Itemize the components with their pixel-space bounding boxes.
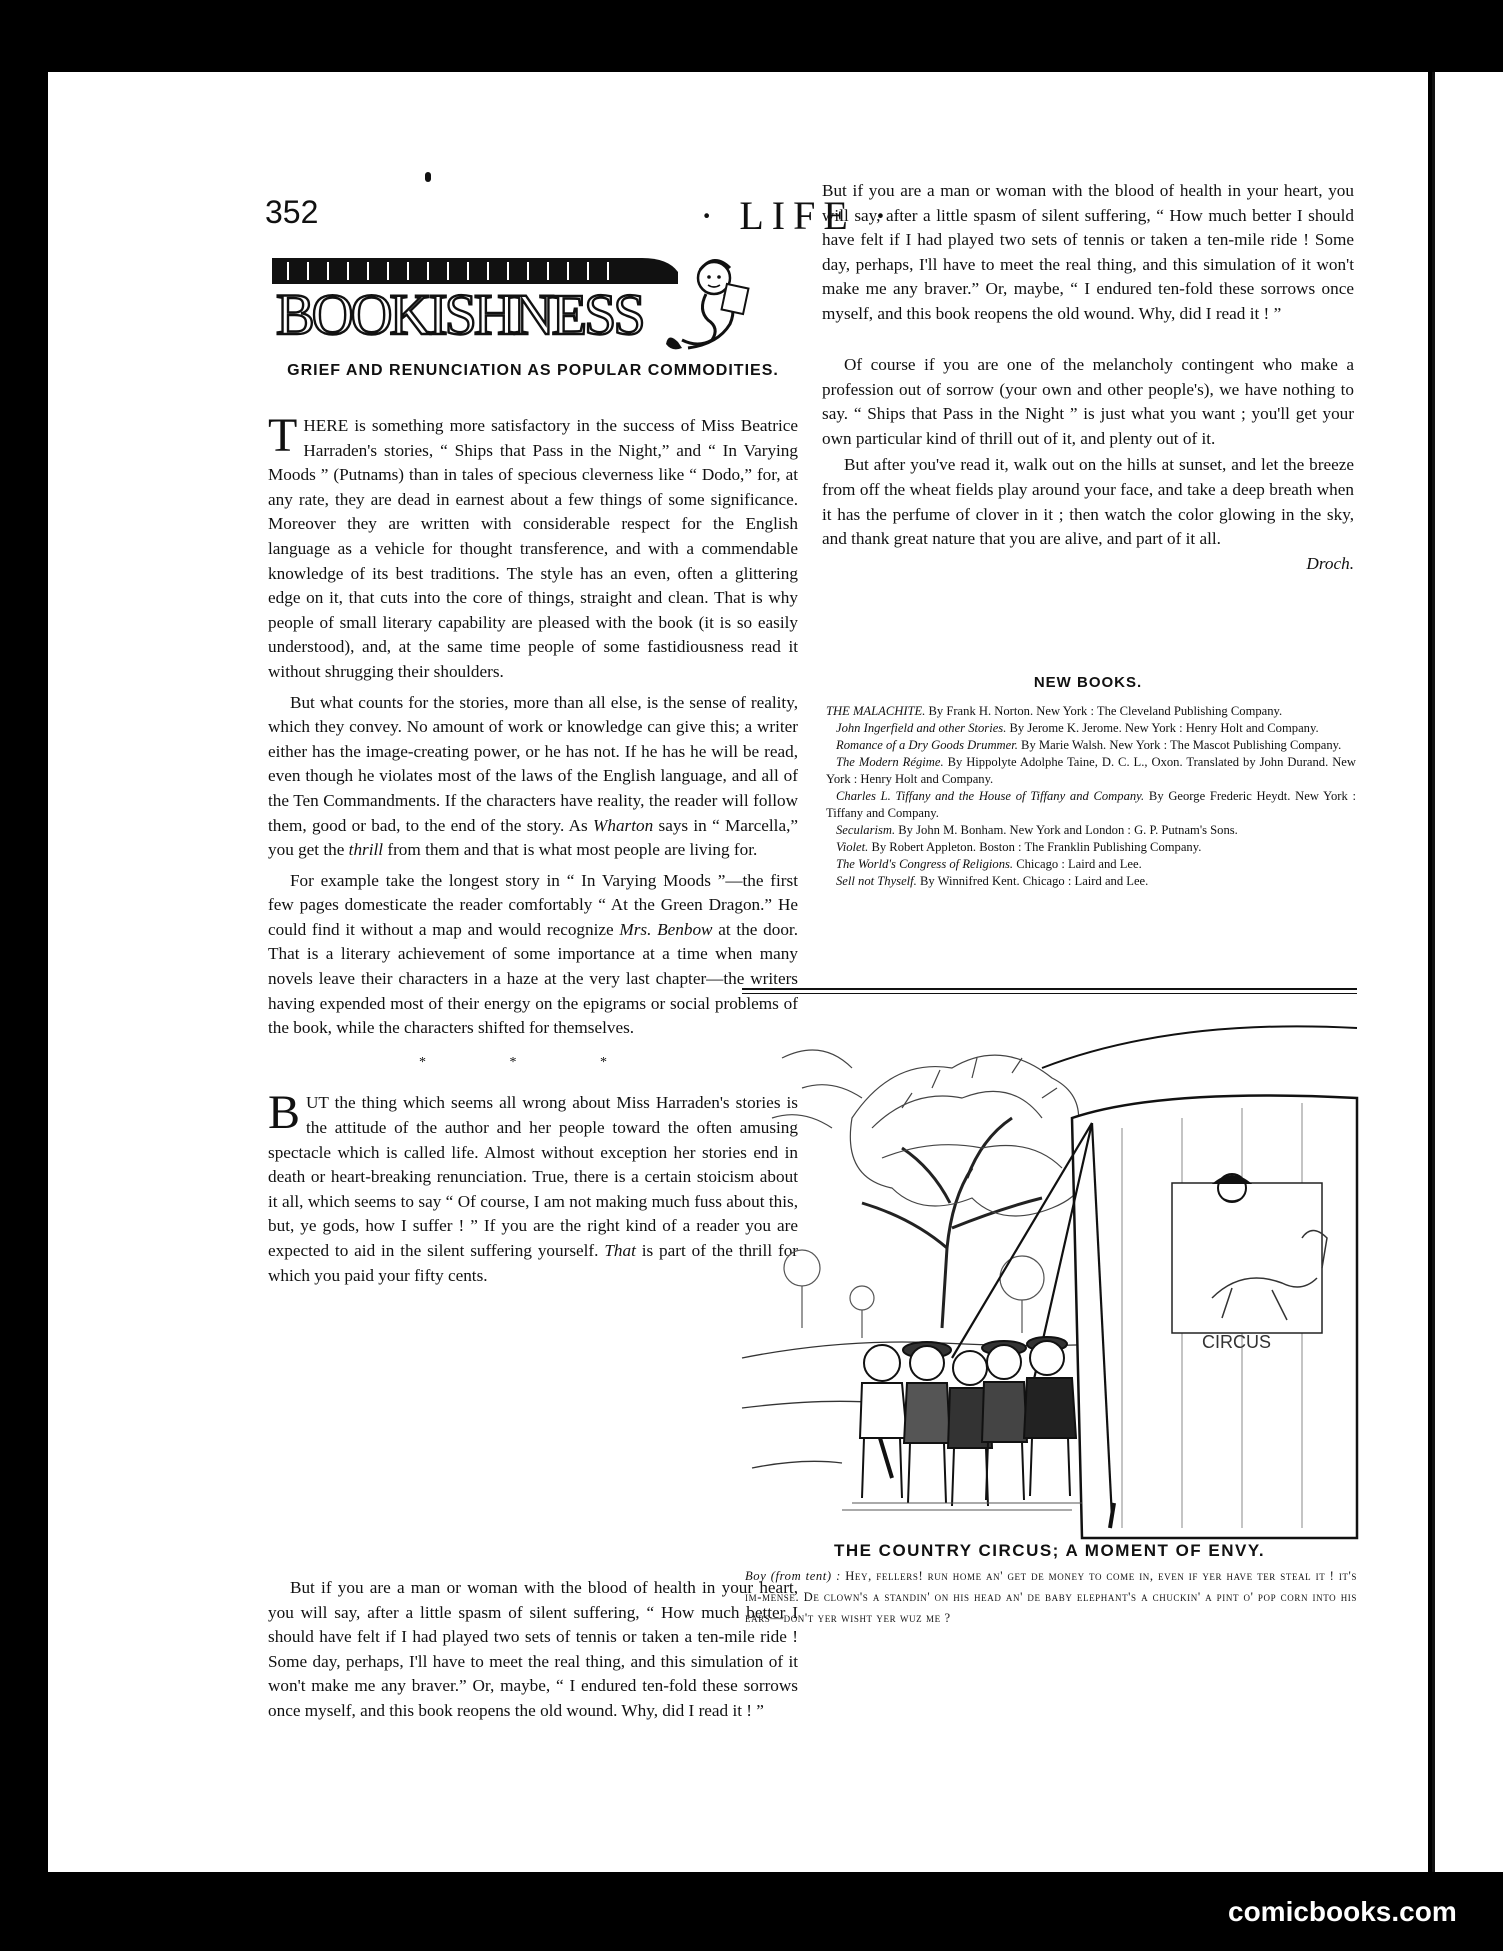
new-books-title: NEW BOOKS.: [1033, 674, 1143, 691]
book-title: Romance of a Dry Goods Drummer.: [836, 738, 1018, 753]
paragraph-3-text-b: at the door. That is a literary achievement of some importance at a time when many novels leave their characters in a haze at the very last chapter—the writers having expended most of their energy on the epigrams or social problems of the book, while the characters shifted for themselves.: [268, 919, 798, 1038]
book-title: Secularism.: [836, 822, 896, 837]
cartoon-dialogue: [745, 1566, 1357, 1629]
divider-rule-thin: [742, 993, 1357, 994]
book-title: Charles L. Tiffany and the House of Tiffany and Company.: [836, 788, 1145, 803]
book-details: Chicago : Laird and Lee.: [1016, 856, 1142, 871]
cartoon-caption: THE COUNTRY CIRCUS; A MOMENT OF ENVY.: [833, 1541, 1266, 1560]
paragraph-6: Of course if you are one of the melancholy contingent who make a profession out of sorrow (your own and other people's), we have nothing to say. “ Ships that Pass in the Night ” is just what you want ; you'll get your own particular kind of thrill out of it, and plenty out of it.: [822, 355, 1354, 448]
masthead: · LIFE ·: [700, 193, 896, 238]
book-item: [826, 839, 1356, 856]
section-stars: * * *: [419, 1054, 647, 1070]
book-details: By Winnifred Kent. Chicago : Laird and Lee.: [919, 873, 1149, 888]
right-column: [822, 181, 1354, 576]
book-item: [826, 703, 1356, 720]
next-page-edge: [1432, 72, 1503, 1872]
paragraph-5-continued-text: But if you are a man or woman with the blood of health in your heart, you will say, after a little spasm of silent suffering, “ How much better I should have felt if I had played two sets of tennis or taken a ten-mile ride ! Some day, perhaps, I'll have to meet the real thing, and this simulation of it won't make me any braver.” Or, maybe, “ I endured ten-fold these sorrows once myself, and this book reopens the old wound. Why, did I read it ! ”: [822, 181, 1354, 323]
drop-cap-t: T: [268, 409, 298, 462]
divider-rule: [742, 988, 1357, 990]
book-title: Sell not Thyself.: [836, 873, 917, 888]
book-item: [826, 737, 1356, 754]
paragraph-4-text-b: is part of the thrill for which you paid your fifty cents.: [268, 1241, 799, 1285]
new-books-list: [826, 703, 1356, 890]
book-item: [826, 873, 1356, 890]
book-details: By Jerome K. Jerome. New York : Henry Holt and Company.: [1009, 721, 1319, 736]
book-item: [826, 856, 1356, 873]
paragraph-4-text-a: UT the thing which seems all wrong about Miss Harraden's stories is the attitude of the author and her people toward the often amusing spectacle which is called life. Almost without exception her stories end in death or heart-breaking renunciation. True, there is a certain stoicism about it all, which seems to say “ Of course, I am not making much fuss about this, but, ye gods, how I suffer ! ” If you are the right kind of a reader you are expected to aid in the silent suffering yourself.: [268, 1093, 798, 1260]
benbow-italic: Mrs. Benbow: [619, 919, 713, 939]
ink-speck: [425, 172, 431, 182]
paragraph-2-text-c: from them and that is what most people are living for.: [387, 840, 758, 860]
book-title: THE MALACHITE.: [826, 704, 926, 718]
signature: Droch.: [1306, 553, 1354, 573]
bookishness-lettering: BOOKISHNESS: [276, 282, 643, 347]
book-title: John Ingerfield and other Stories.: [836, 721, 1007, 736]
paragraph-1: [268, 409, 798, 685]
book-item: [826, 754, 1356, 787]
book-details: By Hippolyte Adolphe Taine, D. C. L., Oxon. Translated by John Durand. New York : Henry Holt and Company.: [826, 755, 1356, 786]
left-column: [268, 409, 799, 1288]
book-title: The Modern Régime.: [836, 755, 944, 770]
book-item: [826, 822, 1356, 839]
book-details: By Marie Walsh. New York : The Mascot Publishing Company.: [1021, 738, 1342, 753]
paragraph-5: But if you are a man or woman with the blood of health in your heart, you will say, after a little spasm of silent suffering, “ How much better I should have felt if I had played two sets of tennis or taken a ten-mile ride ! Some day, perhaps, I'll have to meet the real thing, and this simulation of it won't make me any braver.” Or, maybe, “ I endured ten-fold these sorrows once myself, and this book reopens the old wound. Why, did I read it ! ”: [268, 1578, 798, 1720]
bookishness-logo: [268, 248, 768, 353]
book-title: The World's Congress of Religions.: [836, 856, 1014, 871]
book-details: By George Frederic Heydt. New York : Tiffany and Company.: [826, 788, 1356, 820]
paragraph-2-text-a: But what counts for the stories, more than all else, is the sense of reality, which they convey. No amount of work or knowledge can give this; a writer either has the image-creating power, or he has not. If he has he will be read, even though he violates most of the laws of the English language, and all of the Ten Commandments. If the characters have reality, the reader will follow them, good or bad, to the end of the story. As: [268, 692, 798, 835]
that-italic: That: [604, 1241, 636, 1260]
paragraph-4: [268, 1086, 799, 1288]
paragraph-7: But after you've read it, walk out on the hills at sunset, and let the breeze from off the wheat fields play around your face, and take a deep breath when it has the perfume of clover in it ; then watch the color glowing in the sky, and thank great nature that you are alive, and part of it all.: [822, 455, 1354, 549]
circus-cartoon: [742, 998, 1357, 1538]
article-heading: GRIEF AND RENUNCIATION AS POPULAR COMMODITIES.: [287, 362, 779, 379]
wharton-italic: Wharton: [593, 815, 654, 835]
paragraph-5-continued: [822, 181, 1354, 351]
speaker-label: Boy (from tent) :: [745, 1569, 841, 1583]
left-column-bottom: [268, 1576, 798, 1720]
paragraph-1-text: HERE is something more satisfactory in the success of Miss Beatrice Harraden's stories, “ Ships that Pass in the Night,” and “ In Varying Moods ” (Putnams) than in tales of specious cleverness like “ Dodo,” for, at any rate, they are dead in earnest about a few things of some significance. Moreover they are written with considerable respect for the English language as a vehicle for thought transference, and with a commendable knowledge of its best traditions. The style has an even, often a glittering edge on it, that cuts into the core of things, straight and clean. That is why people of small literary capability are pleased with the book (it is so easily understood), and, at the same time people of some fastidiousness read it without shrugging their shoulders.: [268, 416, 798, 681]
paragraph-2: [268, 691, 798, 863]
paragraph-3-text-a: For example take the longest story in “ In Varying Moods ”—the first few pages domesticate the reader comfortably “ At the Green Dragon.” He could find it without a map and would recognize: [268, 870, 798, 939]
book-item: [826, 720, 1356, 737]
book-details: By John M. Bonham. New York and London : G. P. Putnam's Sons.: [898, 822, 1238, 837]
paragraph-3: [268, 869, 798, 1041]
paragraph-2-text-b: says in “ Marcella,” you get the: [268, 815, 799, 860]
book-details: By Frank H. Norton. New York : The Cleveland Publishing Company.: [928, 704, 1283, 718]
drop-cap-b: B: [268, 1086, 301, 1140]
book-details: By Robert Appleton. Boston : The Franklin Publishing Company.: [871, 839, 1202, 854]
book-title: Violet.: [836, 839, 869, 854]
dialogue-text: Hey, fellers! run home an' get de money to come in, even if yer have ter steal it ! it's im-mense. De clown's a standin' on his head an' de baby elephant's a chuckin' a pint o' pop corn into his ears—don't yer wisht yer wuz me ?: [745, 1569, 1358, 1625]
book-item: [826, 788, 1356, 821]
thrill-italic: thrill: [348, 840, 384, 860]
circus-sign: CIRCUS: [1202, 1332, 1272, 1352]
site-watermark: comicbooks.com: [1228, 1896, 1457, 1927]
page-number: 352: [265, 194, 319, 230]
